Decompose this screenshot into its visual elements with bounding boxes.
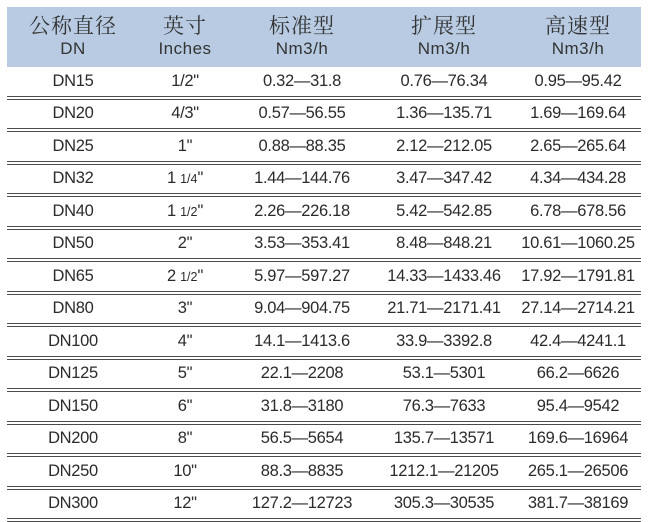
column-header-extended bbox=[373, 7, 515, 67]
cell-high_speed: 169.6—16964 bbox=[515, 423, 641, 456]
column-subtitle-standard: Nm3/h bbox=[275, 39, 329, 58]
column-subtitle-inches: Inches bbox=[158, 39, 212, 58]
cell-standard: 1.44—144.76 bbox=[231, 163, 373, 196]
cell-extended: 135.7—13571 bbox=[373, 423, 515, 456]
cell-extended: 3.47—347.42 bbox=[373, 163, 515, 196]
cell-high_speed: 17.92—1791.81 bbox=[515, 260, 641, 293]
cell-extended: 0.76—76.34 bbox=[373, 67, 515, 98]
cell-inches: 10" bbox=[139, 455, 231, 488]
table-row bbox=[7, 488, 641, 521]
cell-standard: 5.97—597.27 bbox=[231, 260, 373, 293]
table-row bbox=[7, 455, 641, 488]
column-header-high-speed bbox=[515, 7, 641, 67]
cell-dn: DN300 bbox=[7, 488, 139, 521]
table-row bbox=[7, 423, 641, 456]
cell-inches: 1 1/2" bbox=[139, 195, 231, 228]
cell-standard: 0.88—88.35 bbox=[231, 130, 373, 163]
cell-standard: 0.32—31.8 bbox=[231, 67, 373, 98]
column-title-extended: 扩展型 bbox=[411, 15, 477, 38]
cell-inches: 12" bbox=[139, 488, 231, 521]
cell-high_speed: 2.65—265.64 bbox=[515, 130, 641, 163]
cell-inches: 8" bbox=[139, 423, 231, 456]
cell-high_speed: 4.34—434.28 bbox=[515, 163, 641, 196]
cell-high_speed: 95.4—9542 bbox=[515, 390, 641, 423]
cell-standard: 127.2—12723 bbox=[231, 488, 373, 521]
cell-standard: 22.1—2208 bbox=[231, 358, 373, 391]
cell-dn: DN32 bbox=[7, 163, 139, 196]
cell-high_speed: 6.78—678.56 bbox=[515, 195, 641, 228]
column-title-dn: 公称直径 bbox=[29, 15, 117, 38]
cell-standard: 56.5—5654 bbox=[231, 423, 373, 456]
cell-dn: DN250 bbox=[7, 455, 139, 488]
table-row bbox=[7, 390, 641, 423]
table-row bbox=[7, 293, 641, 326]
cell-dn: DN200 bbox=[7, 423, 139, 456]
cell-dn: DN80 bbox=[7, 293, 139, 326]
table-row bbox=[7, 195, 641, 228]
cell-high_speed: 0.95—95.42 bbox=[515, 67, 641, 98]
cell-dn: DN65 bbox=[7, 260, 139, 293]
cell-high_speed: 27.14—2714.21 bbox=[515, 293, 641, 326]
cell-extended: 1.36—135.71 bbox=[373, 98, 515, 131]
cell-high_speed: 66.2—6626 bbox=[515, 358, 641, 391]
cell-extended: 305.3—30535 bbox=[373, 488, 515, 521]
cell-extended: 33.9—3392.8 bbox=[373, 325, 515, 358]
table-row bbox=[7, 325, 641, 358]
inch-fraction: 1/2 bbox=[180, 269, 198, 284]
cell-dn: DN25 bbox=[7, 130, 139, 163]
column-subtitle-high-speed: Nm3/h bbox=[551, 39, 605, 58]
column-title-high-speed: 高速型 bbox=[545, 15, 611, 38]
cell-standard: 14.1—1413.6 bbox=[231, 325, 373, 358]
cell-extended: 53.1—5301 bbox=[373, 358, 515, 391]
cell-inches: 2 1/2" bbox=[139, 260, 231, 293]
column-header-inches bbox=[139, 7, 231, 67]
cell-extended: 14.33—1433.46 bbox=[373, 260, 515, 293]
column-header-standard bbox=[231, 7, 373, 67]
cell-high_speed: 1.69—169.64 bbox=[515, 98, 641, 131]
cell-inches: 2" bbox=[139, 228, 231, 261]
inch-fraction: 1/4 bbox=[180, 172, 198, 187]
inch-fraction: 1/2 bbox=[180, 204, 198, 219]
cell-dn: DN100 bbox=[7, 325, 139, 358]
cell-standard: 31.8—3180 bbox=[231, 390, 373, 423]
cell-inches: 1 1/4" bbox=[139, 163, 231, 196]
cell-extended: 8.48—848.21 bbox=[373, 228, 515, 261]
table-row bbox=[7, 130, 641, 163]
column-subtitle-dn: DN bbox=[60, 39, 86, 58]
cell-extended: 1212.1—21205 bbox=[373, 455, 515, 488]
cell-dn: DN125 bbox=[7, 358, 139, 391]
cell-extended: 21.71—2171.41 bbox=[373, 293, 515, 326]
cell-standard: 88.3—8835 bbox=[231, 455, 373, 488]
cell-inches: 3" bbox=[139, 293, 231, 326]
cell-inches: 4/3" bbox=[139, 98, 231, 131]
cell-high_speed: 42.4—4241.1 bbox=[515, 325, 641, 358]
cell-inches: 6" bbox=[139, 390, 231, 423]
cell-dn: DN40 bbox=[7, 195, 139, 228]
cell-dn: DN15 bbox=[7, 67, 139, 98]
table-header bbox=[7, 7, 641, 67]
table-row bbox=[7, 260, 641, 293]
cell-extended: 2.12—212.05 bbox=[373, 130, 515, 163]
table-row bbox=[7, 98, 641, 131]
cell-high_speed: 10.61—1060.25 bbox=[515, 228, 641, 261]
table-body bbox=[7, 67, 641, 520]
header-row bbox=[7, 7, 641, 67]
column-header-dn bbox=[7, 7, 139, 67]
cell-high_speed: 265.1—26506 bbox=[515, 455, 641, 488]
cell-high_speed: 381.7—38169 bbox=[515, 488, 641, 521]
cell-inches: 4" bbox=[139, 325, 231, 358]
cell-standard: 2.26—226.18 bbox=[231, 195, 373, 228]
cell-dn: DN20 bbox=[7, 98, 139, 131]
cell-standard: 3.53—353.41 bbox=[231, 228, 373, 261]
cell-extended: 76.3—7633 bbox=[373, 390, 515, 423]
cell-dn: DN150 bbox=[7, 390, 139, 423]
cell-inches: 5" bbox=[139, 358, 231, 391]
flow-range-table bbox=[7, 7, 641, 522]
cell-standard: 0.57—56.55 bbox=[231, 98, 373, 131]
table-row bbox=[7, 67, 641, 98]
cell-standard: 9.04—904.75 bbox=[231, 293, 373, 326]
column-title-inches: 英寸 bbox=[163, 15, 207, 38]
cell-dn: DN50 bbox=[7, 228, 139, 261]
table-row bbox=[7, 358, 641, 391]
cell-inches: 1/2" bbox=[139, 67, 231, 98]
column-title-standard: 标准型 bbox=[269, 15, 335, 38]
table-row bbox=[7, 228, 641, 261]
column-subtitle-extended: Nm3/h bbox=[417, 39, 471, 58]
table-row bbox=[7, 163, 641, 196]
cell-extended: 5.42—542.85 bbox=[373, 195, 515, 228]
cell-inches: 1" bbox=[139, 130, 231, 163]
